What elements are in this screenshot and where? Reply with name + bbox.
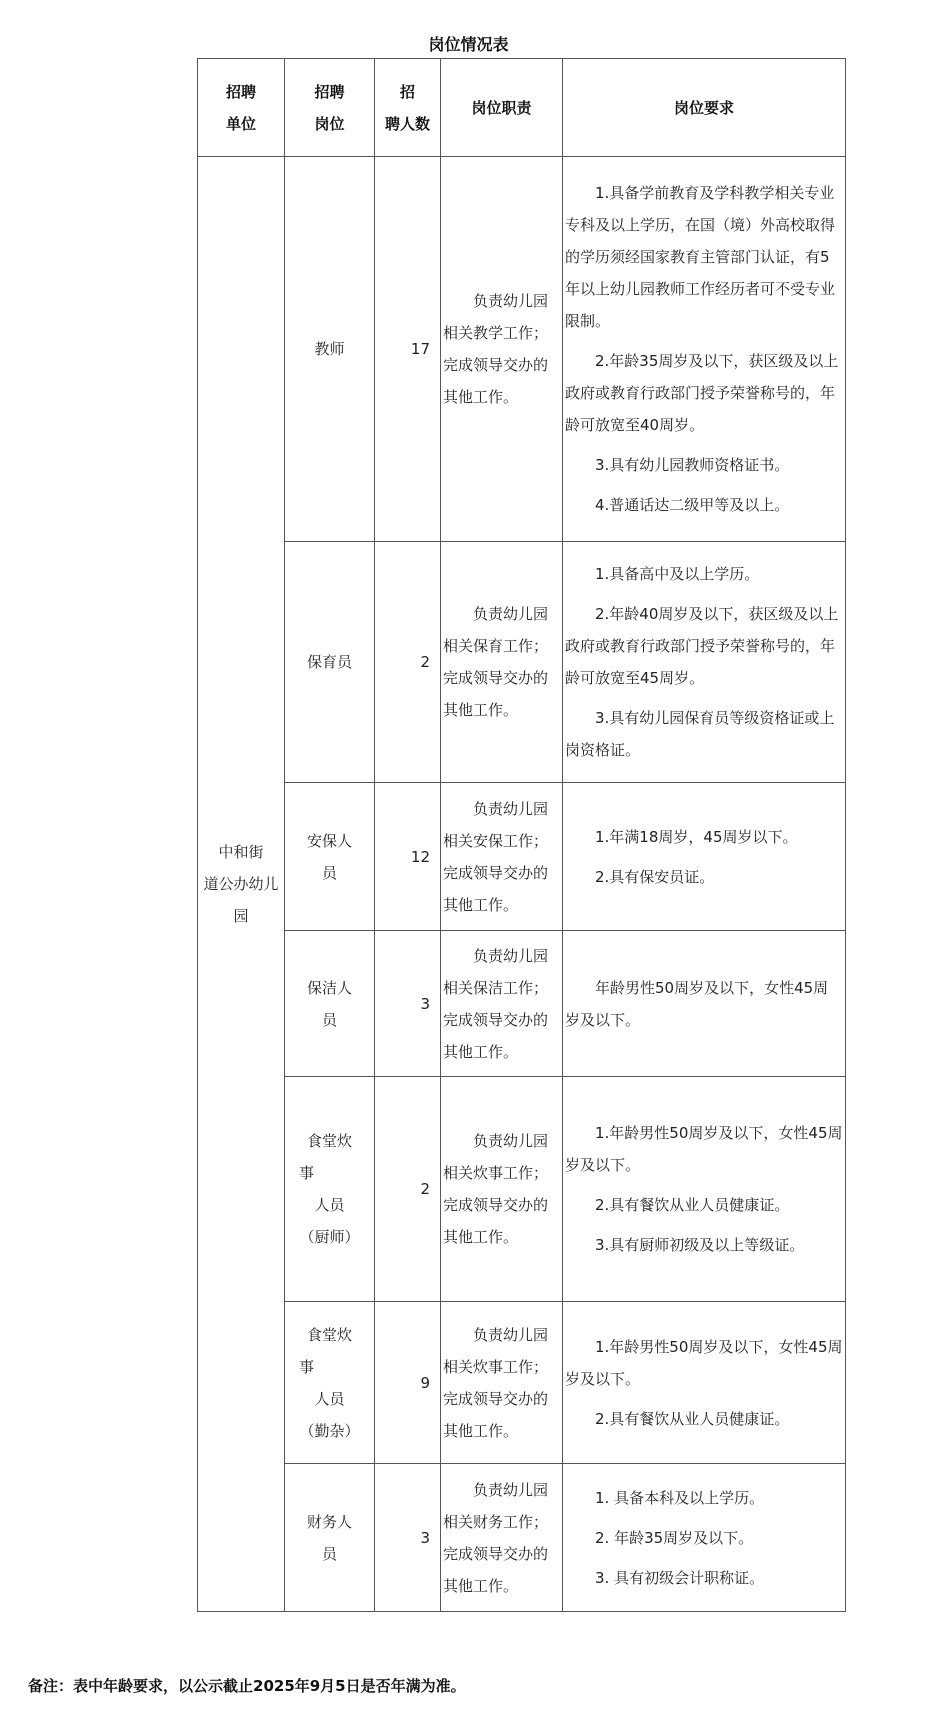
post-line: 安保人 (306, 831, 352, 850)
duty-line: 负责幼儿园 (473, 946, 549, 965)
post-cell (285, 1464, 375, 1612)
header-unit (198, 59, 285, 157)
count-cell: 17 (375, 157, 441, 542)
post-line: 食堂炊 (306, 1325, 352, 1344)
duty-line: 完成领导交办的 (443, 1544, 549, 1563)
count-cell: 9 (375, 1302, 441, 1464)
duty-line: 其他工作。 (443, 701, 519, 719)
post-line: 保洁人 (306, 978, 352, 997)
requirement-item: 4.普通话达二级甲等及以上。 (595, 496, 790, 514)
requirement-item: 2.年龄40周岁及以下，获区级及以上政府或教育行政部门授予荣誉称号的，年龄可放宽至45周岁。 (565, 605, 839, 687)
post-line: 员 (321, 1544, 337, 1563)
requirement-item: 年龄男性50周岁及以下，女性45周岁及以下。 (565, 978, 829, 1029)
requirement-cell (563, 1302, 846, 1464)
header-count-line1: 招 (399, 82, 415, 101)
duty-line: 负责幼儿园 (473, 605, 549, 623)
duty-line: 完成领导交办的 (443, 356, 549, 374)
unit-name-line2: 道公办幼儿 (203, 875, 279, 893)
requirement-cell (563, 1077, 846, 1302)
duty-cell (441, 157, 563, 542)
post-cell (285, 1077, 375, 1302)
requirement-item: 1.具备学前教育及学科教学相关专业专科及以上学历，在国（境）外高校取得的学历须经国家教育主管部门认证，有5年以上幼儿园教师工作经历者可不受专业限制。 (565, 184, 836, 330)
footnote: 备注：表中年龄要求，以公示截止2025年9月5日是否年满为准。 (28, 1677, 466, 1695)
requirement-item: 1. 具备本科及以上学历。 (595, 1488, 765, 1507)
duty-line: 相关保洁工作； (443, 978, 549, 997)
post-cell (285, 542, 375, 783)
duty-line: 完成领导交办的 (443, 1196, 549, 1214)
duty-line: 负责幼儿园 (473, 799, 549, 818)
duty-line: 相关安保工作； (443, 831, 549, 850)
header-count (375, 59, 441, 157)
duty-line: 完成领导交办的 (443, 1010, 549, 1029)
duty-cell (441, 1302, 563, 1464)
header-duty: 岗位职责 (441, 59, 563, 157)
duty-line: 其他工作。 (443, 1042, 519, 1061)
table-row (198, 1302, 846, 1464)
post-line: 员 (321, 1010, 337, 1029)
duty-line: 其他工作。 (443, 388, 519, 406)
post-line: 人员 (314, 1196, 345, 1214)
requirement-item: 2.具有餐饮从业人员健康证。 (595, 1409, 790, 1428)
table-row (198, 1077, 846, 1302)
duty-cell (441, 783, 563, 931)
requirement-item: 3. 具有初级会计职称证。 (595, 1568, 765, 1587)
requirement-item: 1.年满18周岁，45周岁以下。 (595, 827, 798, 846)
header-row (198, 59, 846, 157)
unit-name-line1: 中和街 (218, 843, 264, 861)
post-line: 财务人 (306, 1512, 352, 1531)
unit-name-cell (198, 157, 285, 1612)
post-line: （厨师） (299, 1228, 360, 1246)
duty-line: 完成领导交办的 (443, 669, 549, 687)
requirement-item: 2. 年龄35周岁及以下。 (595, 1528, 754, 1547)
count-cell: 3 (375, 1464, 441, 1612)
post-cell (285, 1302, 375, 1464)
post-line: 教师 (314, 340, 345, 358)
post-line: （勤杂） (299, 1421, 360, 1440)
duty-line: 负责幼儿园 (473, 292, 549, 310)
requirement-item: 3.具有厨师初级及以上等级证。 (595, 1236, 805, 1254)
post-line: 保育员 (306, 653, 352, 671)
requirement-cell (563, 931, 846, 1077)
duty-line: 完成领导交办的 (443, 1389, 549, 1408)
post-line: 人员 (314, 1389, 345, 1408)
header-req: 岗位要求 (563, 59, 846, 157)
table-row (198, 1464, 846, 1612)
requirement-cell (563, 783, 846, 931)
count-cell: 2 (375, 1077, 441, 1302)
duty-line: 其他工作。 (443, 895, 519, 914)
duty-line: 其他工作。 (443, 1228, 519, 1246)
post-line: 事 (299, 1357, 315, 1376)
post-line: 食堂炊 (306, 1132, 352, 1150)
header-post (285, 59, 375, 157)
position-table (197, 58, 846, 1612)
duty-line: 相关保育工作； (443, 637, 549, 655)
requirement-item: 2.具有保安员证。 (595, 867, 715, 886)
duty-line: 相关教学工作； (443, 324, 549, 342)
duty-line: 其他工作。 (443, 1421, 519, 1440)
count-cell: 12 (375, 783, 441, 931)
requirement-cell (563, 1464, 846, 1612)
duty-line: 负责幼儿园 (473, 1480, 549, 1499)
duty-cell (441, 542, 563, 783)
requirement-item: 1.年龄男性50周岁及以下，女性45周岁及以下。 (565, 1337, 843, 1388)
duty-line: 其他工作。 (443, 1576, 519, 1595)
requirement-item: 1.具备高中及以上学历。 (595, 565, 760, 583)
count-cell: 3 (375, 931, 441, 1077)
duty-cell (441, 931, 563, 1077)
count-cell: 2 (375, 542, 441, 783)
requirement-item: 2.具有餐饮从业人员健康证。 (595, 1196, 790, 1214)
header-unit-line2: 单位 (225, 114, 256, 133)
duty-cell (441, 1077, 563, 1302)
requirement-cell (563, 542, 846, 783)
requirement-item: 1.年龄男性50周岁及以下，女性45周岁及以下。 (565, 1124, 843, 1174)
requirement-item: 3.具有幼儿园保育员等级资格证或上岗资格证。 (565, 709, 835, 759)
post-cell (285, 157, 375, 542)
post-cell (285, 931, 375, 1077)
table-row (198, 542, 846, 783)
post-line: 员 (321, 863, 337, 882)
table-row (198, 931, 846, 1077)
duty-line: 负责幼儿园 (473, 1132, 549, 1150)
requirement-item: 3.具有幼儿园教师资格证书。 (595, 456, 790, 474)
post-cell (285, 783, 375, 931)
duty-line: 负责幼儿园 (473, 1325, 549, 1344)
duty-cell (441, 1464, 563, 1612)
header-count-line2: 聘人数 (384, 114, 430, 133)
table-row (198, 157, 846, 542)
table-row (198, 783, 846, 931)
duty-line: 相关炊事工作； (443, 1164, 549, 1182)
post-line: 事 (299, 1164, 315, 1182)
unit-name-line3: 园 (233, 907, 249, 925)
duty-line: 相关炊事工作； (443, 1357, 549, 1376)
requirement-item: 2.年龄35周岁及以下，获区级及以上政府或教育行政部门授予荣誉称号的，年龄可放宽至40周岁。 (565, 352, 839, 434)
duty-line: 相关财务工作； (443, 1512, 549, 1531)
duty-line: 完成领导交办的 (443, 863, 549, 882)
header-post-line1: 招聘 (314, 82, 345, 101)
requirement-cell (563, 157, 846, 542)
header-unit-line1: 招聘 (225, 82, 256, 101)
header-post-line2: 岗位 (314, 114, 345, 133)
table-title: 岗位情况表 (428, 35, 509, 54)
